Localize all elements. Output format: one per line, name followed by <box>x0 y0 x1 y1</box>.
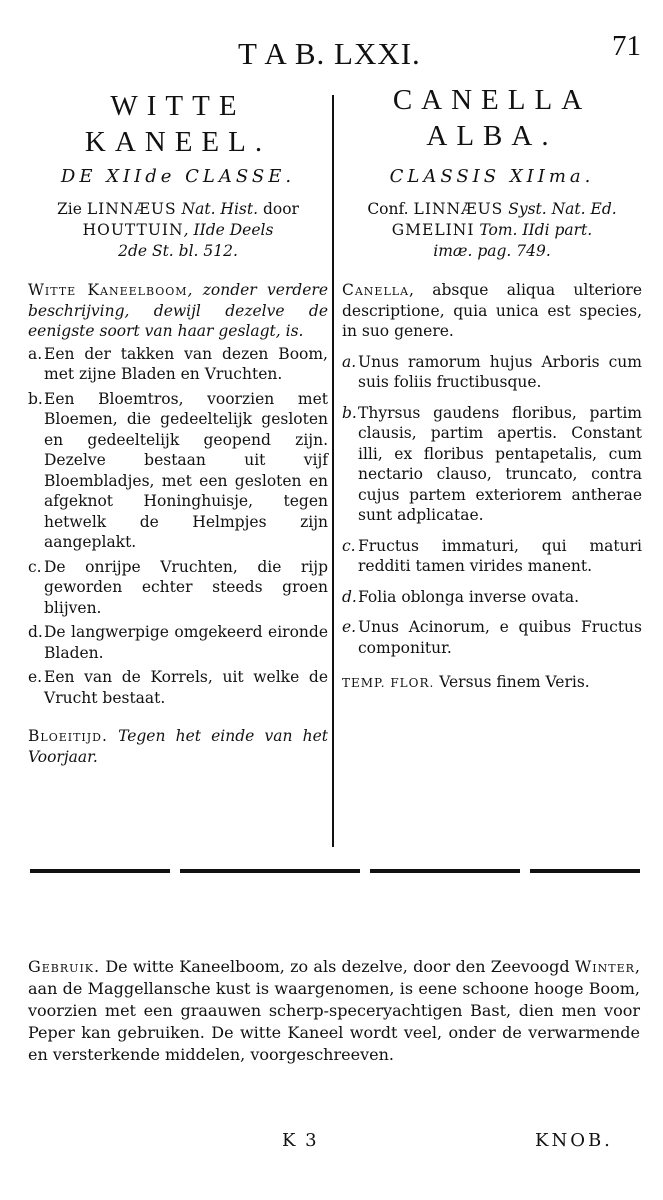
list-item: d. De langwerpige omgekeerd eironde Bladen. <box>28 623 328 662</box>
left-column <box>28 88 328 767</box>
list-item: a. Unus ramorum hujus Arboris cum suis foliis fructibusque. <box>342 352 642 391</box>
usage-paragraph <box>28 956 640 1066</box>
latin-ref-page: imæ. pag. 749. <box>433 242 551 260</box>
latin-ref-tom: Tom. IIdi part. <box>474 221 593 239</box>
usage-text-a: De witte Kaneelboom, zo als dezelve, door den Zeevoogd <box>100 957 575 976</box>
dutch-title-line2: KANEEL. <box>84 126 272 158</box>
dutch-ref-houttuin: HOUTTUIN <box>82 221 184 239</box>
latin-ref-linnaeus: LINNÆUS <box>413 200 504 218</box>
list-item: c. Fructus immaturi, qui maturi redditi tamen virides manent. <box>342 536 642 575</box>
dutch-ref-page: 2de St. bl. 512. <box>118 242 238 260</box>
dutch-items <box>28 344 328 709</box>
dutch-intro-text: , zonder verdere beschrijving, dewijl dezelve de eenigste soort van haar geslagt, is. <box>28 281 328 340</box>
dutch-ref-work: Nat. Hist. <box>176 200 259 218</box>
list-item: e. Unus Acinorum, e quibus Fructus componitur. <box>342 618 642 657</box>
page-number: 71 <box>612 30 641 62</box>
latin-tempflor <box>342 672 642 694</box>
latin-intro-text: , absque aliqua ulteriore descriptione, quia unica est species, in suo genere. <box>342 281 642 340</box>
tempflor-label: TEMP. FLOR. <box>342 676 435 690</box>
list-item: a. Een der takken van dezen Boom, met zijne Bladen en Vruchten. <box>28 344 328 383</box>
latin-classis: CLASSIS XIIma. <box>389 166 595 187</box>
dutch-ref-door: door <box>258 200 299 218</box>
latin-title-line2: ALBA. <box>426 120 558 152</box>
dutch-classe: DE XIIde CLASSE. <box>60 166 296 187</box>
plate-label: T A B. LXXI. <box>238 36 421 71</box>
latin-reference <box>342 199 642 262</box>
tempflor-text: Versus finem Veris. <box>434 673 590 691</box>
dutch-intro-name: Witte Kaneelboom <box>28 281 188 299</box>
usage-label: Gebruik. <box>28 957 101 976</box>
latin-ref-work: Syst. Nat. Ed. <box>503 200 617 218</box>
right-column <box>342 82 642 694</box>
latin-items <box>342 352 642 659</box>
list-item: b. Een Bloemtros, voorzien met Bloemen, die gedeeltelijk gesloten en gedeeltelijk geopend zijn. Dezelve bestaan uit vijf Bloembladjes, met een gesloten en afgeknot Honinghuisje, tegen hetwelk de Helmpjes zijn aangeplakt. <box>28 389 328 551</box>
column-divider <box>332 95 334 847</box>
latin-intro-name: Canella <box>342 281 410 299</box>
dutch-ref-linnaeus: LINNÆUS <box>86 200 177 218</box>
dutch-ref-deels: , IIde Deels <box>183 221 274 239</box>
catchword: KNOB. <box>535 1130 613 1151</box>
list-item: c. De onrijpe Vruchten, die rijp geworden echter steeds groen blijven. <box>28 557 328 617</box>
bloeitijd-label: Bloeitijd. <box>28 727 108 745</box>
latin-title-line1: CANELLA <box>392 84 592 116</box>
latin-ref-gmelini: GMELINI <box>391 221 475 239</box>
dutch-intro <box>28 280 328 342</box>
list-item: e. Een van de Korrels, uit welke de Vrucht bestaat. <box>28 668 328 707</box>
list-item: b. Thyrsus gaudens floribus, partim clausis, partim apertis. Constant illi, ex floribus pentapetalis, cum nectario clauso, truncato, contra cujus partem exteriorem antherae sunt adplicatae. <box>342 403 642 524</box>
bloeitijd-text: Tegen het einde van het Voorjaar. <box>28 727 328 766</box>
signature-mark: K 3 <box>282 1130 319 1151</box>
latin-intro <box>342 280 642 342</box>
usage-text-b: , aan de Maggellansche kust is waargenomen, is eene schoone hooge Boom, voorzien met een graauwen scherp-speceryachtigen Bast, dien men voor Peper kan gebruiken. De witte Kaneel wordt veel, onder de verwarmende en versterkende middelen, voorgeschreeven. <box>28 957 640 1064</box>
usage-name-winter: Winter <box>574 957 635 976</box>
dutch-ref-zie: Zie <box>57 200 87 218</box>
latin-ref-conf: Conf. <box>367 200 414 218</box>
list-item: d. Folia oblonga inverse ovata. <box>342 587 579 606</box>
dutch-bloeitijd <box>28 726 328 767</box>
page-header <box>0 28 663 78</box>
decorative-rule <box>30 866 640 880</box>
dutch-title-line1: WITTE <box>110 90 246 122</box>
dutch-reference <box>28 199 328 262</box>
